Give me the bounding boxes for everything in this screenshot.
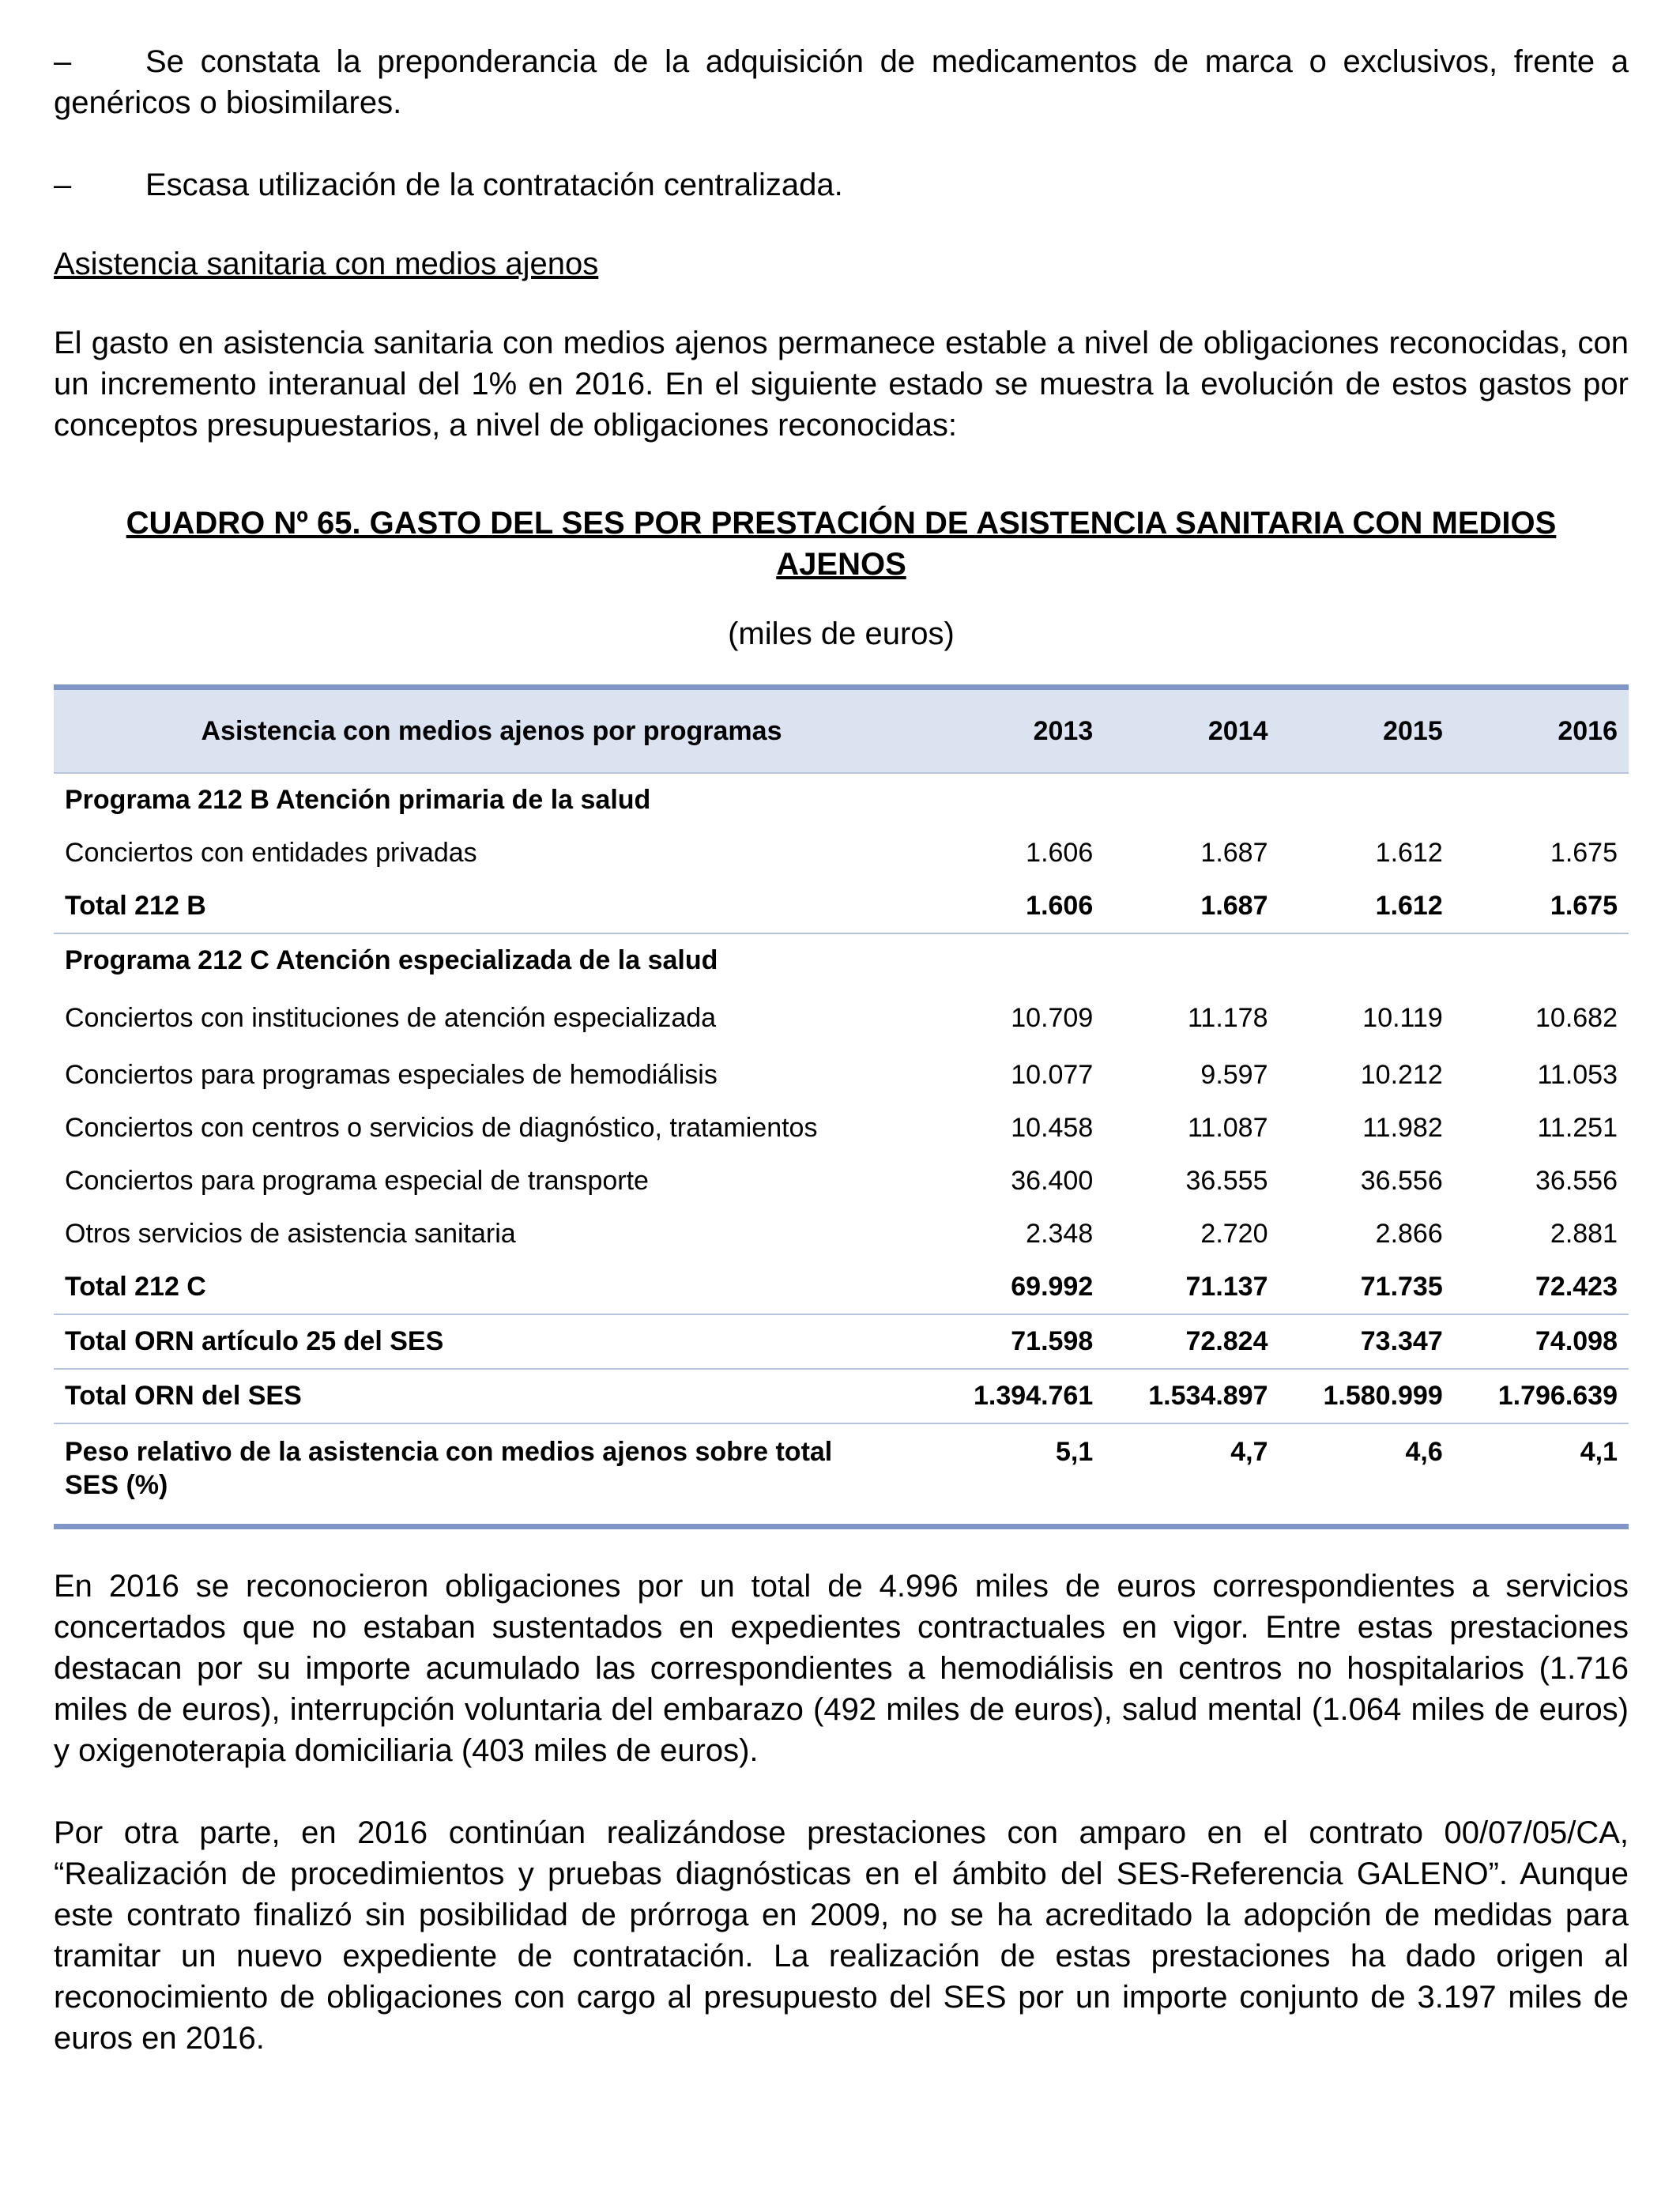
cell-value: 1.687 <box>1200 838 1268 868</box>
table-units: (miles de euros) <box>728 616 955 651</box>
body-paragraph-1: En 2016 se reconocieron obligaciones por un total de 4.996 miles de euros correspondientes a servicios concertados que no estaban sustentados en expedientes contractuales en vigor. Entre estas prestaciones destacan por su importe acumulado las correspondientes a hemodiálisis en centros no hospitalarios (1.716 miles de euros), interrupción voluntaria del embarazo (492 miles de euros), salud mental (1.064 miles de euros) y oxigenoterapia domiciliaria (403 miles de euros). <box>54 1569 1629 1768</box>
total-row <box>54 1369 1629 1423</box>
cell-value: 11.178 <box>1188 1002 1268 1033</box>
cell-value: 71.137 <box>1185 1272 1268 1302</box>
row-label: Conciertos para programas especiales de hemodiálisis <box>65 1060 718 1090</box>
header-year: 2013 <box>929 688 1104 774</box>
cell-value: 10.212 <box>1360 1060 1443 1090</box>
bullet-dash: – <box>54 44 72 79</box>
cell-value: 72.824 <box>1104 1314 1279 1369</box>
program-title: Programa 212 B Atención primaria de la salud <box>65 785 651 815</box>
bullet-item-2 <box>54 164 1629 205</box>
cell-value: 11.982 <box>1362 1113 1443 1143</box>
total-row <box>54 1423 1629 1527</box>
row-label: Conciertos para programa especial de transporte <box>65 1166 649 1196</box>
header-year: 2014 <box>1104 688 1279 774</box>
cell-value: 11.251 <box>1537 1113 1618 1143</box>
row-label: Total 212 B <box>65 891 206 921</box>
table-row <box>54 987 1629 1049</box>
bullet-dash: – <box>54 168 72 202</box>
cell-value: 2.866 <box>1375 1219 1443 1249</box>
program-row <box>54 933 1629 987</box>
cell-value: 36.556 <box>1360 1166 1443 1196</box>
cell-value: 10.458 <box>1011 1113 1094 1143</box>
document-page <box>54 38 1629 2059</box>
cell-value: 1.534.897 <box>1104 1369 1279 1423</box>
cell-value: 10.077 <box>1011 1060 1094 1090</box>
cell-value: 36.555 <box>1185 1166 1268 1196</box>
cell-value: 36.400 <box>1011 1166 1094 1196</box>
cell-value: 1.612 <box>1375 891 1443 921</box>
cell-value: 72.423 <box>1535 1272 1618 1302</box>
bullet-text-1: Se constata la preponderancia de la adquisición de medicamentos de marca o exclusivos, frente a genéricos o biosimilares. <box>54 44 1629 120</box>
cell-value: 10.709 <box>1011 1002 1094 1033</box>
total-row <box>54 1314 1629 1369</box>
total-row <box>54 1261 1629 1314</box>
table-title: CUADRO Nº 65. GASTO DEL SES POR PRESTACIÓN DE ASISTENCIA SANITARIA CON MEDIOS AJENOS <box>126 506 1557 582</box>
row-label: Conciertos con entidades privadas <box>65 838 477 868</box>
cell-value: 1.675 <box>1550 891 1618 921</box>
bullet-text-2: Escasa utilización de la contratación centralizada. <box>145 168 843 202</box>
cell-value: 1.394.761 <box>929 1369 1104 1423</box>
cell-value: 4,1 <box>1454 1423 1629 1527</box>
cell-value: 2.720 <box>1200 1219 1268 1249</box>
row-label: Total ORN del SES <box>54 1369 929 1423</box>
cell-value: 71.735 <box>1360 1272 1443 1302</box>
cell-value: 1.606 <box>1026 891 1094 921</box>
cell-value: 11.087 <box>1188 1113 1268 1143</box>
row-label: Conciertos con instituciones de atención especializada <box>65 1002 717 1033</box>
section-heading: Asistencia sanitaria con medios ajenos <box>54 247 599 281</box>
expense-table <box>54 684 1629 1529</box>
header-label: Asistencia con medios ajenos por programas <box>54 688 929 774</box>
table-row <box>54 1102 1629 1155</box>
cell-value: 5,1 <box>929 1423 1104 1527</box>
cell-value: 1.687 <box>1200 891 1268 921</box>
header-year: 2015 <box>1279 688 1454 774</box>
row-label: Total ORN artículo 25 del SES <box>54 1314 929 1369</box>
row-label: Peso relativo de la asistencia con medios ajenos sobre total SES (%) <box>54 1423 929 1527</box>
cell-value: 36.556 <box>1535 1166 1618 1196</box>
cell-value: 1.796.639 <box>1454 1369 1629 1423</box>
cell-value: 2.348 <box>1026 1219 1094 1249</box>
cell-value: 1.675 <box>1550 838 1618 868</box>
table-row <box>54 1208 1629 1261</box>
table-row <box>54 827 1629 880</box>
body-paragraph-2: Por otra parte, en 2016 continúan realizándose prestaciones con amparo en el contrato 00/07/05/CA, “Realización de procedimientos y pruebas diagnósticas en el ámbito del SES-Referencia GALENO”. Aunque este contrato finalizó sin posibilidad de prórroga en 2009, no se ha acreditado la adopción de medidas para tramitar un nuevo expediente de contratación. La realización de estas prestaciones ha dado origen al reconocimiento de obligaciones con cargo al presupuesto del SES por un importe conjunto de 3.197 miles de euros en 2016. <box>54 1815 1629 2056</box>
row-label: Otros servicios de asistencia sanitaria <box>65 1219 516 1249</box>
cell-value: 73.347 <box>1279 1314 1454 1369</box>
cell-value: 4,6 <box>1279 1423 1454 1527</box>
cell-value: 1.580.999 <box>1279 1369 1454 1423</box>
intro-paragraph: El gasto en asistencia sanitaria con medios ajenos permanece estable a nivel de obligaciones reconocidas, con un incremento interanual del 1% en 2016. En el siguiente estado se muestra la evolución de estos gastos por conceptos presupuestarios, a nivel de obligaciones reconocidas: <box>54 326 1629 443</box>
header-year: 2016 <box>1454 688 1629 774</box>
table-row <box>54 1049 1629 1102</box>
cell-value: 1.606 <box>1026 838 1094 868</box>
cell-value: 10.119 <box>1362 1002 1443 1033</box>
cell-value: 9.597 <box>1200 1060 1268 1090</box>
table-row <box>54 1155 1629 1208</box>
cell-value: 10.682 <box>1535 1002 1618 1033</box>
row-label: Conciertos con centros o servicios de diagnóstico, tratamientos <box>65 1113 818 1143</box>
program-row <box>54 773 1629 827</box>
program-title: Programa 212 C Atención especializada de la salud <box>54 933 1629 987</box>
table-header-row <box>54 688 1629 774</box>
cell-value: 4,7 <box>1104 1423 1279 1527</box>
cell-value: 2.881 <box>1550 1219 1618 1249</box>
cell-value: 11.053 <box>1537 1060 1618 1090</box>
row-label: Total 212 C <box>65 1272 206 1302</box>
total-row <box>54 880 1629 933</box>
cell-value: 74.098 <box>1454 1314 1629 1369</box>
cell-value: 69.992 <box>1011 1272 1094 1302</box>
cell-value: 1.612 <box>1375 838 1443 868</box>
cell-value: 71.598 <box>929 1314 1104 1369</box>
bullet-item-1 <box>54 41 1629 123</box>
